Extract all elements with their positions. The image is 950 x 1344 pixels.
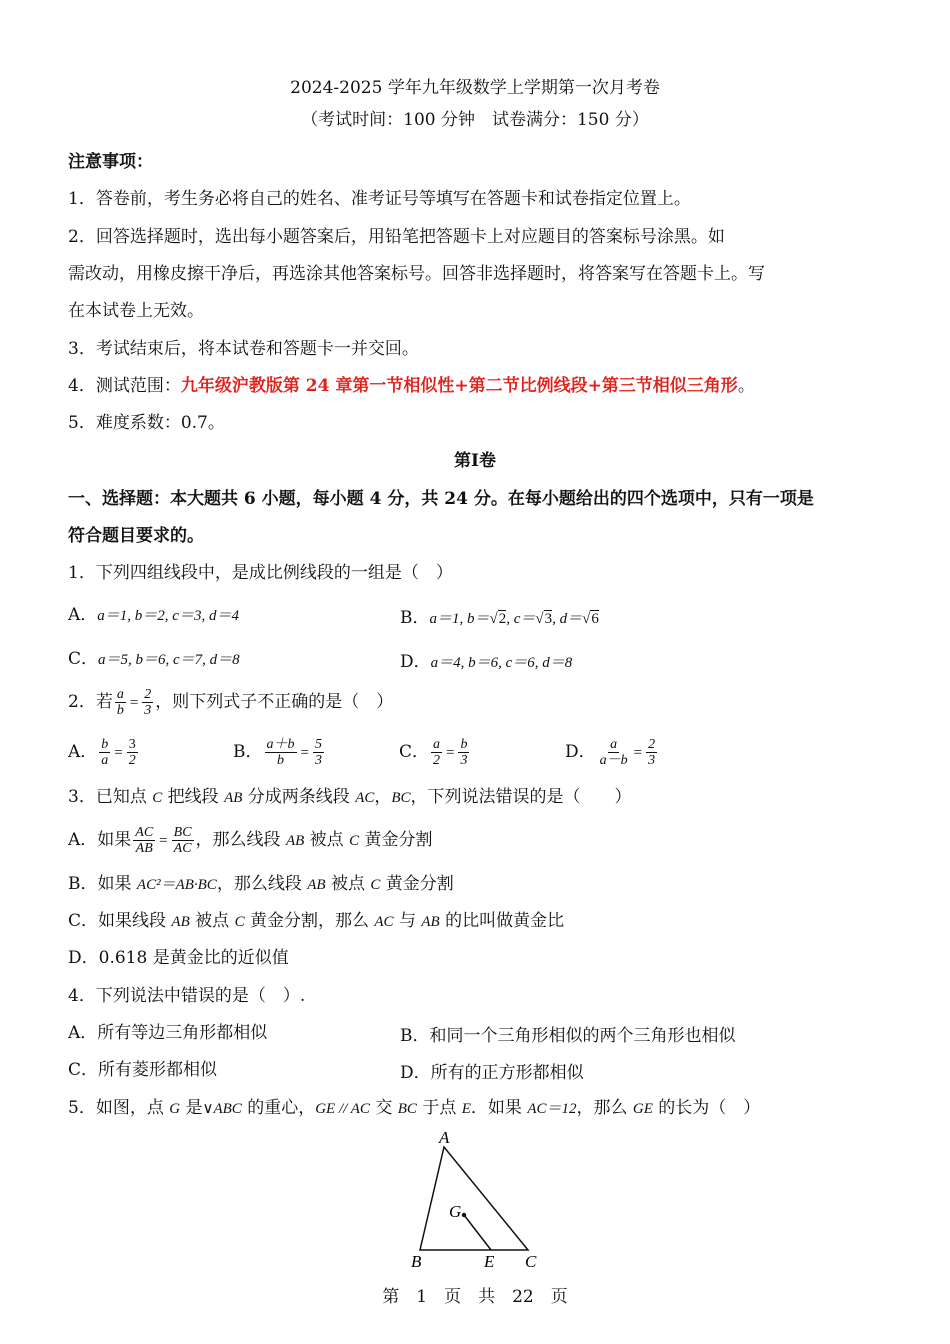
label-g: G (449, 1202, 462, 1221)
q3-option-a: A．如果 $\frac{AC}{AB}$ = $\frac{BC}{AC}$ ，那么线段 AB 被点 C 黄金分割 (68, 825, 433, 856)
q1-option-c: C．a＝5, b＝6, c＝7, d＝8 (68, 649, 240, 669)
notice-item-4 (68, 374, 755, 398)
point-g (462, 1213, 466, 1217)
notice-item-2-line-1: 2．回答选择题时，选出每小题答案后，用铅笔把答题卡上对应题目的答案标号涂黑。如 (68, 227, 725, 247)
notice-item-5: 5．难度系数：0.7。 (68, 413, 225, 433)
page-footer: 第 1 页 共 22 页 (382, 1287, 568, 1307)
section-1-heading-line-2: 符合题目要求的。 (68, 526, 204, 546)
q3-option-b: B．如果 AC²＝AB·BC，那么线段 AB 被点 C 黄金分割 (68, 874, 454, 894)
q3-option-c: C．如果线段 AB 被点 C 黄金分割，那么 AC 与 AB 的比叫做黄金比 (68, 911, 565, 931)
section-1-heading-line-1: 一、选择题：本大题共 6 小题，每小题 4 分，共 24 分。在每小题给出的四个选项中，只有一项是 (68, 489, 814, 509)
volume-heading: 第Ⅰ卷 (454, 451, 496, 471)
label-a: A (439, 1128, 450, 1147)
q4-option-c: C．所有菱形都相似 (68, 1060, 218, 1080)
notice-item-3: 3．考试结束后，将本试卷和答题卡一并交回。 (68, 339, 419, 359)
label-b: B (411, 1252, 422, 1271)
q2-option-b: B． $\frac{a+b}{b}$ = $\frac{5}{3}$ (233, 737, 322, 768)
exam-subtitle: （考试时间：100 分钟 试卷满分：150 分） (301, 110, 649, 130)
notice-item-2-line-3: 在本试卷上无效。 (68, 301, 204, 321)
notice-heading: 注意事项： (68, 152, 153, 172)
notice-item-4-suffix: 。 (737, 376, 755, 396)
segment-ge (464, 1215, 491, 1250)
q2-option-c: C． $\frac{a}{2}$ = $\frac{b}{3}$ (399, 737, 468, 768)
q5-stem: 5．如图，点 G 是∨ABC 的重心，GE // AC 交 BC 于点 E．如果 AC＝12，那么 GE 的长为（ ） (68, 1098, 761, 1118)
q2-option-d: D． $\frac{a}{a-b}$ = $\frac{2}{3}$ (565, 737, 656, 768)
q2-option-a: A． $\frac{b}{a}$ = $\frac{3}{2}$ (68, 737, 136, 768)
triangle-abc (420, 1147, 528, 1250)
q1-stem: 1．下列四组线段中，是成比例线段的一组是（ ） (68, 563, 453, 583)
notice-item-1: 1．答卷前，考生务必将自己的姓名、准考证号等填写在答题卡和试卷指定位置上。 (68, 189, 691, 209)
q3-stem: 3．已知点 C 把线段 AB 分成两条线段 AC，BC，下列说法错误的是（ ） (68, 787, 632, 807)
q4-option-d: D．所有的正方形都相似 (400, 1063, 584, 1083)
label-c: C (525, 1252, 537, 1271)
q5-triangle-figure (400, 1125, 560, 1275)
notice-item-4-prefix: 4．测试范围： (68, 376, 181, 396)
q1-option-b: B．a＝1, b＝√2, c＝√3, d＝√6 (400, 608, 599, 628)
q2-stem: 2．若 $\frac{a}{b}$ = $\frac{2}{3}$ ，则下列式子不正确的是（ ） (68, 687, 394, 718)
q1-option-d: D．a＝4, b＝6, c＝6, d＝8 (400, 652, 573, 672)
q2-condition-fraction: $\frac{a}{b}$ (116, 687, 124, 718)
q4-stem: 4．下列说法中错误的是（ ）. (68, 986, 306, 1006)
q3-option-d: D．0.618 是黄金比的近似值 (68, 948, 289, 968)
q4-option-b: B．和同一个三角形相似的两个三角形也相似 (400, 1026, 736, 1046)
q4-option-a: A．所有等边三角形都相似 (68, 1023, 268, 1043)
label-e: E (484, 1252, 495, 1271)
exam-title: 2024-2025 学年九年级数学上学期第一次月考卷 (290, 78, 660, 98)
notice-item-2-line-2: 需改动，用橡皮擦干净后，再选涂其他答案标号。回答非选择题时，将答案写在答题卡上。写 (68, 264, 765, 284)
test-scope: 九年级沪教版第 24 章第一节相似性+第二节比例线段+第三节相似三角形 (180, 376, 738, 396)
q1-option-a: A．a＝1, b＝2, c＝3, d＝4 (68, 605, 239, 625)
